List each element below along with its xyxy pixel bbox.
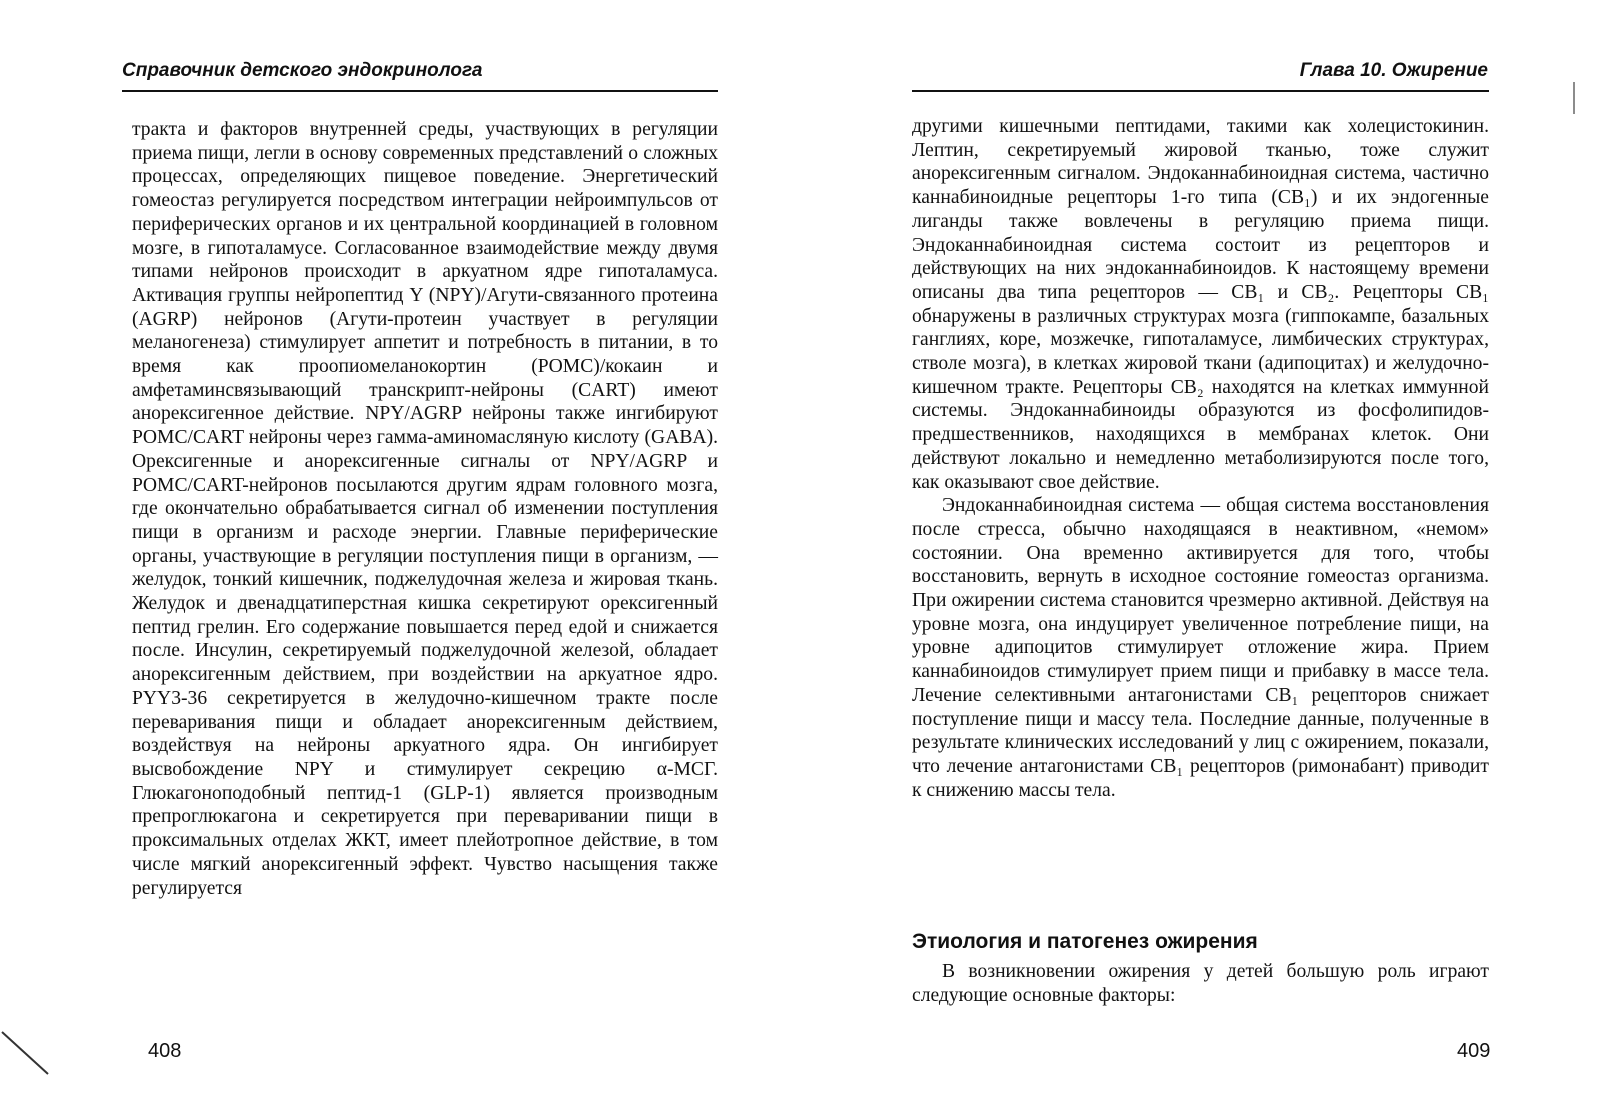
right-paragraph-2: Эндоканнабиноидная система — общая система восстановления после стресса, обычно находящаяся в неактивном, «немом» состоянии. Она временно активируется для того, чтобы восстановить, вернуть в исходное состояние гомеостаз организма. При ожирении система становится чрезмерно активной. Действуя на уровне мозга, она индуцирует увеличенное потребление пищи, на уровне адипоцитов стимулирует отложение жира. Прием каннабиноидов стимулирует прием пищи и прибавку в массе тела. Лечение селективными антагонистами CB₁ рецепторов снижает поступление пищи и массу тела. Последние данные, полученные в результате клинических исследований у лиц с ожирением, показали, что лечение антагонистами CB₁ рецепторов (римонабант) приводит к снижению массы тела. — [912, 495, 1489, 801]
page-number-right: 409 — [1457, 1040, 1491, 1062]
right-body-text-after-heading — [912, 960, 1489, 1007]
left-paragraph: тракта и факторов внутренней среды, участвующих в регуляции приема пищи, легли в основу современных представлений о сложных процессах, определяющих пищевое поведение. Энергетический гомеостаз регулируется посредством интеграции нейроимпульсов от периферических органов и их центральной координацией в головном мозге, в гипоталамусе. Согласованное взаимодействие между двумя типами нейронов происходит в аркуатном ядре гипоталамуса. Активация группы нейропептид Y (NPY)/Агути-связанного протеина (AGRP) нейронов (Агути-протеин участвует в регуляции меланогенеза) стимулирует аппетит и потребность в питании, в то время как проопиомеланокортин (POMC)/кокаин и амфетаминсвязывающий транскрипт-нейроны (CART) имеют анорексигенное действие. NPY/AGRP нейроны также ингибируют POMC/CART нейроны через гамма-аминомасляную кислоту (GABA). Орексигенные и анорексигенные сигналы от NPY/AGRP и POMC/CART-нейронов посылаются другим ядрам головного мозга, где окончательно обрабатывается сигнал об изменении поступления пищи в организм и расходе энергии. Главные периферические органы, участвующие в регуляции поступления пищи в организм, — желудок, тонкий кишечник, поджелудочная железа и жировая ткань. Желудок и двенадцатиперстная кишка секретируют орексигенный пептид грелин. Его содержание повышается перед едой и снижается после. Инсулин, секретируемый поджелудочной железой, обладает анорексигенным действием, при воздействии на аркуатное ядро. PYY3-36 секретируется в желудочно-кишечном тракте после переваривания пищи и обладает анорексигенным действием, воздействуя на нейроны аркуатного ядра. Он ингибирует высвобождение NPY и стимулирует секрецию α-МСГ. Глюкагоноподобный пептид-1 (GLP-1) является производным препроглюкагона и секретируется при переваривании пищи в проксимальных отделах ЖКТ, имеет плейотропное действие, в том числе мягкий анорексигенный эффект. Чувство насыщения также регулируется — [132, 119, 718, 899]
right-paragraph-3: В возникновении ожирения у детей большую роль играют следующие основные факторы: — [912, 961, 1489, 1006]
left-body-text — [132, 118, 718, 900]
page-number-left: 408 — [148, 1040, 182, 1062]
running-head-right: Глава 10. Ожирение — [1299, 60, 1488, 81]
scan-edge-mark — [1570, 80, 1580, 120]
right-body-text — [912, 115, 1489, 802]
header-rule-right — [912, 90, 1489, 92]
right-page — [800, 0, 1600, 1112]
running-head-left: Справочник детского эндокринолога — [122, 60, 483, 81]
scan-edge-mark — [0, 1030, 60, 1080]
right-paragraph-1: другими кишечными пептидами, такими как холецистокинин. Лептин, секретируемый жировой тканью, тоже служит анорексигенным сигналом. Эндоканнабиноидная система, частично каннабиноидные рецепторы 1-го типа (CB₁) и их эндогенные лиганды также вовлечены в регуляцию приема пищи. Эндоканнабиноидная система состоит из рецепторов и действующих на них эндоканнабиноидов. К настоящему времени описаны два типа рецепторов — CB₁ и CB₂. Рецепторы CB₁ обнаружены в различных структурах мозга (гиппокампе, базальных ганглиях, коре, мозжечке, гипоталамусе, лимбических структурах, стволе мозга), в клетках жировой ткани (адипоцитах) и желудочно-кишечном тракте. Рецепторы CB₂ находятся на клетках иммунной системы. Эндоканнабиноиды образуются из фосфолипидов-предшественников, находящихся в мембранах клеток. Они действуют локально и немедленно метаболизируются после того, как оказывают свое действие. — [912, 116, 1489, 493]
section-heading: Этиология и патогенез ожирения — [912, 930, 1258, 953]
header-rule-left — [122, 90, 718, 92]
